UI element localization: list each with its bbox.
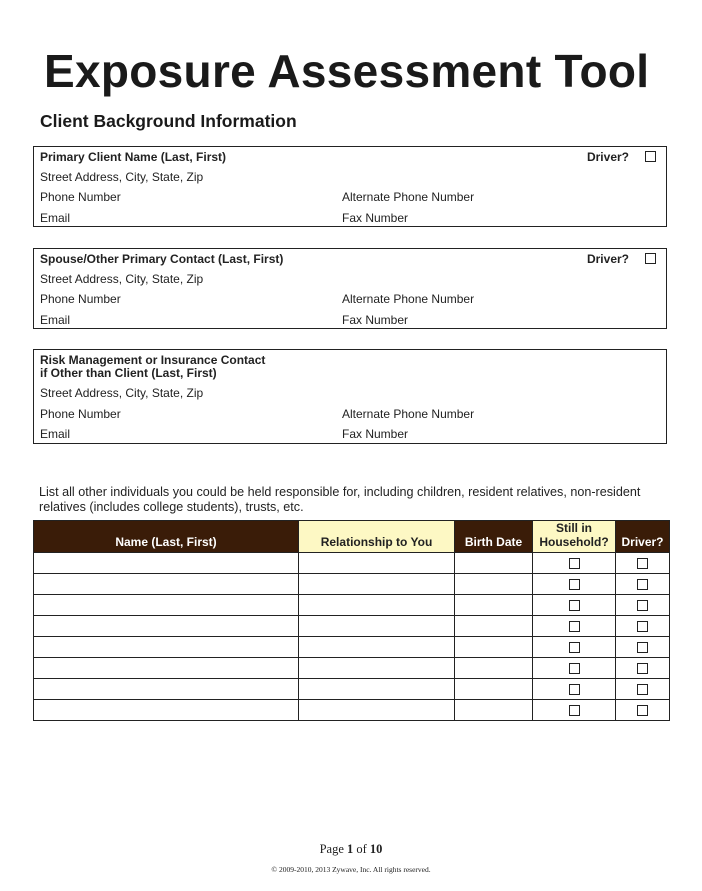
- page-prefix: Page: [319, 842, 347, 856]
- birth-date-cell[interactable]: [455, 595, 533, 616]
- table-row: [34, 553, 670, 574]
- risk-contact-alt-phone-field[interactable]: Alternate Phone Number: [342, 407, 475, 421]
- driver-checkbox[interactable]: [637, 642, 648, 653]
- individuals-table-body: [34, 553, 670, 721]
- individuals-table: [33, 520, 670, 721]
- table-row: [34, 616, 670, 637]
- individuals-instructions: List all other individuals you could be held responsible for, including children, resident relatives, non-resident relatives (includes college students), trusts, etc.: [39, 485, 641, 514]
- driver-cell: [616, 616, 670, 637]
- driver-cell: [616, 574, 670, 595]
- table-row: [34, 637, 670, 658]
- primary-client-address-field[interactable]: Street Address, City, State, Zip: [40, 170, 204, 184]
- relationship-cell[interactable]: [299, 595, 455, 616]
- relationship-cell[interactable]: [299, 679, 455, 700]
- spouse-driver-label: Driver?: [586, 252, 629, 266]
- col-header-driver: Driver?: [616, 521, 670, 553]
- primary-client-name-label: Primary Client Name (Last, First): [40, 150, 227, 164]
- relationship-cell[interactable]: [299, 700, 455, 721]
- driver-cell: [616, 595, 670, 616]
- still-in-household-checkbox[interactable]: [569, 642, 580, 653]
- spouse-fax-field[interactable]: Fax Number: [342, 313, 409, 327]
- table-row: [34, 574, 670, 595]
- driver-checkbox[interactable]: [637, 663, 648, 674]
- birth-date-cell[interactable]: [455, 700, 533, 721]
- still-in-household-cell: [533, 658, 616, 679]
- still-in-household-cell: [533, 700, 616, 721]
- still-in-household-cell: [533, 595, 616, 616]
- still-header-line2: Household?: [539, 535, 609, 549]
- still-in-household-checkbox[interactable]: [569, 600, 580, 611]
- page-total: 10: [369, 842, 383, 856]
- name-cell[interactable]: [34, 658, 299, 679]
- still-in-household-checkbox[interactable]: [569, 579, 580, 590]
- still-in-household-cell: [533, 616, 616, 637]
- primary-client-email-field[interactable]: Email: [40, 211, 71, 225]
- col-header-relationship: Relationship to You: [299, 521, 455, 553]
- col-header-still-in-household: [533, 521, 616, 553]
- driver-cell: [616, 679, 670, 700]
- driver-checkbox[interactable]: [637, 705, 648, 716]
- driver-cell: [616, 637, 670, 658]
- driver-checkbox[interactable]: [637, 558, 648, 569]
- spouse-driver-checkbox[interactable]: [645, 253, 656, 264]
- primary-client-driver-checkbox[interactable]: [645, 151, 656, 162]
- name-cell[interactable]: [34, 679, 299, 700]
- table-row: [34, 658, 670, 679]
- still-in-household-checkbox[interactable]: [569, 663, 580, 674]
- relationship-cell[interactable]: [299, 574, 455, 595]
- driver-checkbox[interactable]: [637, 684, 648, 695]
- risk-contact-fax-field[interactable]: Fax Number: [342, 427, 409, 441]
- spouse-email-field[interactable]: Email: [40, 313, 71, 327]
- relationship-cell[interactable]: [299, 637, 455, 658]
- primary-client-alt-phone-field[interactable]: Alternate Phone Number: [342, 190, 475, 204]
- risk-contact-address-field[interactable]: Street Address, City, State, Zip: [40, 386, 204, 400]
- copyright-notice: © 2009-2010, 2013 Zywave, Inc. All rights reserved.: [271, 865, 431, 874]
- page-current: 1: [347, 842, 354, 856]
- section-title: Client Background Information: [40, 111, 297, 131]
- still-in-household-cell: [533, 553, 616, 574]
- name-cell[interactable]: [34, 574, 299, 595]
- still-in-household-checkbox[interactable]: [569, 621, 580, 632]
- table-row: [34, 700, 670, 721]
- spouse-phone-field[interactable]: Phone Number: [40, 292, 121, 306]
- driver-checkbox[interactable]: [637, 621, 648, 632]
- still-in-household-checkbox[interactable]: [569, 558, 580, 569]
- risk-contact-name-line2: if Other than Client (Last, First): [40, 366, 217, 380]
- spouse-name-label: Spouse/Other Primary Contact (Last, First): [40, 252, 284, 266]
- name-cell[interactable]: [34, 637, 299, 658]
- birth-date-cell[interactable]: [455, 658, 533, 679]
- name-cell[interactable]: [34, 553, 299, 574]
- still-in-household-cell: [533, 574, 616, 595]
- relationship-cell[interactable]: [299, 553, 455, 574]
- name-cell[interactable]: [34, 595, 299, 616]
- primary-client-box: [33, 146, 667, 227]
- risk-contact-name-line1: Risk Management or Insurance Contact: [40, 353, 266, 367]
- still-in-household-cell: [533, 637, 616, 658]
- driver-cell: [616, 553, 670, 574]
- relationship-cell[interactable]: [299, 616, 455, 637]
- col-header-name: Name (Last, First): [34, 521, 299, 553]
- primary-client-fax-field[interactable]: Fax Number: [342, 211, 409, 225]
- risk-contact-box: [33, 349, 667, 444]
- driver-checkbox[interactable]: [637, 600, 648, 611]
- table-header-row: [34, 521, 670, 553]
- table-row: [34, 679, 670, 700]
- name-cell[interactable]: [34, 616, 299, 637]
- col-header-birth-date: Birth Date: [455, 521, 533, 553]
- primary-client-driver-label: Driver?: [586, 150, 629, 164]
- driver-cell: [616, 700, 670, 721]
- page-title: Exposure Assessment Tool: [44, 45, 650, 97]
- still-header-line1: Still in: [556, 521, 592, 535]
- primary-client-phone-field[interactable]: Phone Number: [40, 190, 121, 204]
- still-in-household-checkbox[interactable]: [569, 705, 580, 716]
- birth-date-cell[interactable]: [455, 637, 533, 658]
- risk-contact-phone-field[interactable]: Phone Number: [40, 407, 121, 421]
- name-cell[interactable]: [34, 700, 299, 721]
- spouse-box: [33, 248, 667, 329]
- still-in-household-checkbox[interactable]: [569, 684, 580, 695]
- birth-date-cell[interactable]: [455, 574, 533, 595]
- spouse-address-field[interactable]: Street Address, City, State, Zip: [40, 272, 204, 286]
- birth-date-cell[interactable]: [455, 553, 533, 574]
- birth-date-cell[interactable]: [455, 616, 533, 637]
- page-number: [0, 842, 702, 857]
- relationship-cell[interactable]: [299, 658, 455, 679]
- driver-checkbox[interactable]: [637, 579, 648, 590]
- birth-date-cell[interactable]: [455, 679, 533, 700]
- still-in-household-cell: [533, 679, 616, 700]
- spouse-alt-phone-field[interactable]: Alternate Phone Number: [342, 292, 475, 306]
- driver-cell: [616, 658, 670, 679]
- table-row: [34, 595, 670, 616]
- page-of: of: [353, 842, 370, 856]
- risk-contact-email-field[interactable]: Email: [40, 427, 71, 441]
